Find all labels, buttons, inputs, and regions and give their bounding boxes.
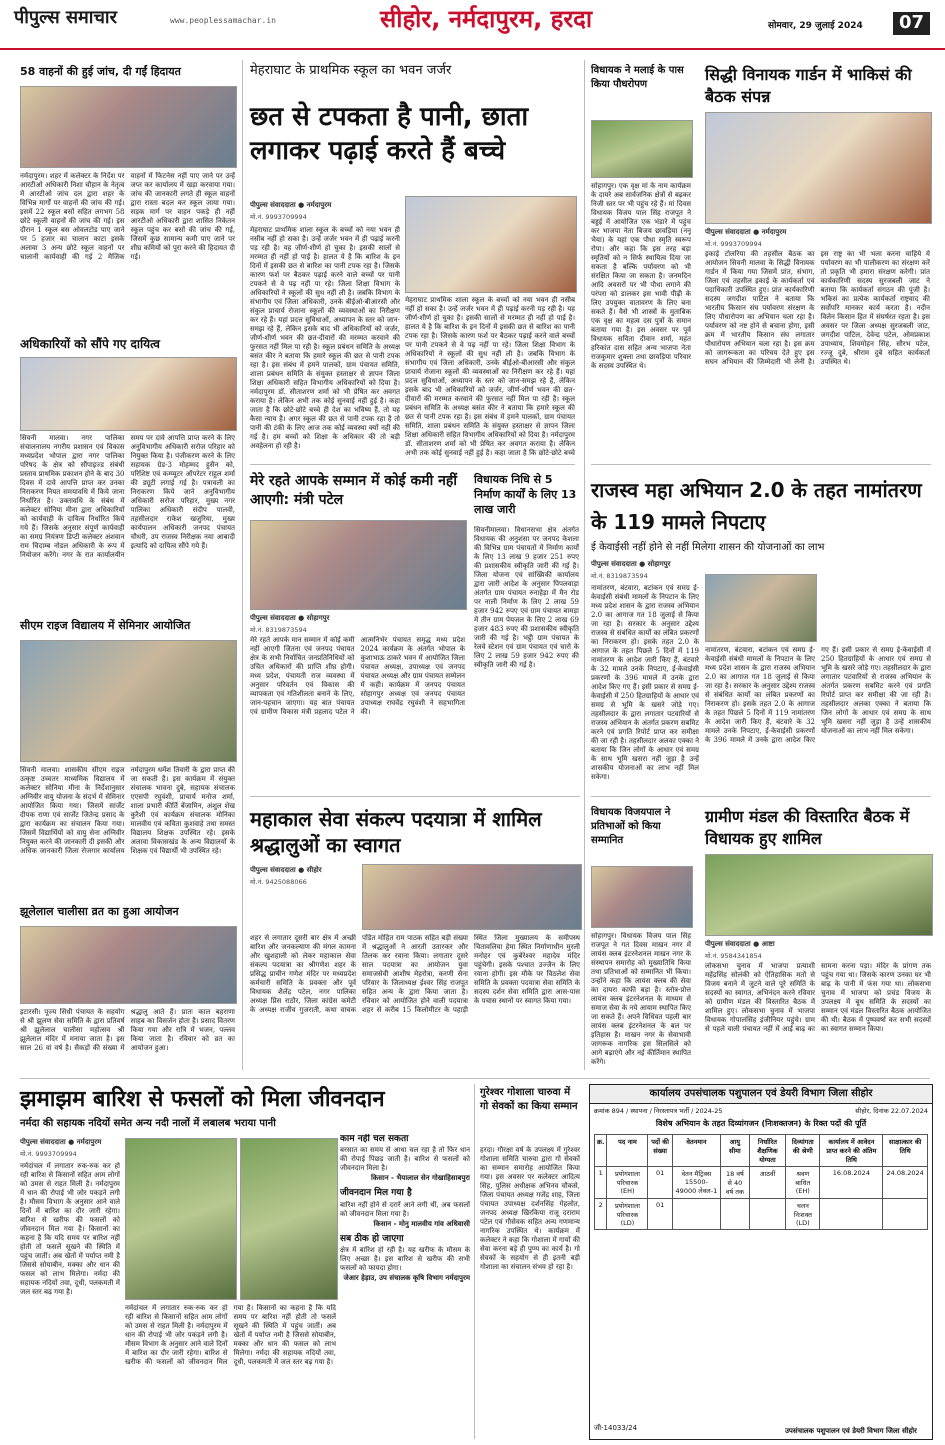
ad-header: वेतनमान	[672, 1134, 720, 1166]
ad-header: क्र.	[595, 1134, 607, 1166]
column-rule	[474, 1084, 475, 1439]
gramin-body: लोकसभा चुनाव में भाजपा प्रत्याशी महेंद्रसिंह सोलंकी को ऐतिहासिक मतों से विजय बनाने में जुटने वाले पूरे समिति के सदस्यों का स्वागत, अभिनंदन करने रविवार को ग्रामीण मंडल की विस्तारित बैठक में शामिल हुए। लोकसभा चुनाव में भाजपा विधायक गोपालसिंह इंजीनियर पहुंचे। ग्राम से पहले वाली पंचायत नहीं में आई बाढ़ का सामना करना पड़ा। मंदिर के प्रांगण तक पहुंच गया था। जिसके कारण उनका घर भी बाढ़ के पानी में फंस गया था। लोकसभा चुनाव में भाजपा को प्रचंड विजय के उपलक्ष्य में बूथ समिति के सदस्यों का सम्मान एवं मंडल विस्तारित बैठक आयोजित की थी। बैठक में पुष्पवर्षा कर सभी सदस्यों का स्वागत सम्मान किया।	[705, 962, 931, 1033]
officials-photo	[20, 357, 237, 431]
ad-cell: 24.08.2024	[883, 1166, 928, 1198]
ad-cell: 2	[595, 1198, 607, 1229]
patel-mobile: मो.नं. 8319873594	[250, 626, 307, 634]
section-title: सीहोर, नर्मदापुरम, हरदा	[380, 5, 593, 33]
mla-malai-body: सोहागपुर। एक वृक्ष मां के नाम कार्यक्रम के दायरे अब सार्वजनिक क्षेत्रों से बढ़कर निजी स्तर पर भी पहुंच रहे हैं। मां दिवस विधायक विजय पाल सिंह राजपूत ने बड्डई में आयोजित एक भंडारे में पहुंच कर भाजपा नेता बिजय छावड़िया (ननू भैया) के यहां एक पौधा स्मृति स्वरूप रोपा। और कहा कि इस तरह बड़ा स्मृतियों को न सिर्फ स्थायित्व दिया जा सकता है बल्कि पर्यावरण को भी संरक्षित किया जा सकता है। जनमदिन आदि अवसरों पर भी पौधा लगाने की परंपरा को डालकर इस भावी पीढ़ी के लिए उपयुक्त वातावरण के लिए बना सकते हैं। वैसे भी शास्त्रों के मुताबिक एक वृक्ष का महत्व दस पुत्रों के समान बताया गया है। इस अवसर पर पूर्व विधायक सविता दीवान शर्मा, महंत हरिकांत दास सहित अन्य भाजपा नेता राजकुमार शुक्ला तथा छावड़िया परिवार के सदस्य उपस्थित थे।	[591, 182, 691, 370]
rain-sidebar-title-2: जीवनदान मिल गया है	[340, 1188, 412, 1199]
gramin-photo	[705, 854, 933, 936]
headline-vehicles: 58 वाहनों की हुई जांच, दी गईं हिदायत	[20, 65, 181, 78]
row-rule-5	[20, 1078, 930, 1079]
school-mobile: मो.नं. 9993709994	[250, 213, 307, 221]
table-row	[595, 1166, 928, 1198]
officials-body: सिवनी मालवा। नगर पालिका संचालनालय नगरीय प्रशासन एवं विकास मध्यप्रदेश भोपाल द्वारा नगर पालिका परिषद के क्षेत्र को सौंपाइज्ड संबंधी प्रस्ताव प्राथमिक प्रकाशन होने के बाद 30 दिवस में दावे आपत्ति प्राप्त कर उनका निराकरण नियत समयावधि में किये जाना निर्धारित है। उक्तावधि के संबंध में कलेक्टर सोनिया मीना द्वारा अधिकारियों को कार्यवाही के दायित्व निर्धारित किये गये हैं। जिसके अनुसार संपूर्ण कार्यवाही का समग्र नियंत्रण डिप्टी कलेक्टर अंशवान राम चिदाम्ब नोडल अधिकारी के रूप में नियोजन करेंगे। नगर के रात कार्यालयीन समय पर दावे आपत्ति प्राप्त करने के लिए अनुविभागीय अधिकारी सरोज परिहार को नियुक्त किया है। पंजीकरण करने के लिए सहायक ग्रेड-3 मोहम्मद हुसैन को, परिशिष्ट एवं कम्प्यूटर ऑपरेटर राहुल शर्मा की ड्यूटी लगाई गई है। पत्रावली का निराकरण किये जाने अनुविभागीय अधिकारी सरोज परिहार, मुख्य नगर पालिका अधिकारी संदीप पालवी, तहसीलदार राकेश खजुरिया, मुख्य कार्यपालन अधिकारी जनपद पंचायत चौधरी, उप राजस्व निरीक्षक नया आबादी इत्यादि को दायित्व सौंपे गये हैं।	[20, 434, 235, 559]
school-headline: छत से टपकता है पानी, छाता लगाकर पढ़ाई करते हैं बच्चे	[250, 102, 529, 166]
rain-body-a: नर्मदांचल में लगातार रुक-रुक कर हो रही बारिश से किसानों सहित आम लोगों को उमस से राहत मिली है। नर्मदापुरम में धान की रोपाई भी जोर पकड़ने लगी है। मौसम विभाग के अनुसार आने वाले दिनों में बारिश का दौर जारी रहेगा। बारिश से खरीफ की फसलों को जीवनदान मिल गया है। किसानों का कहना है कि यदि समय पर बारिश नहीं होती तो फसलें सूखने की स्थिति में पहुंच जातीं। अब खेतों में पर्याप्त नमी है जिससे सोयाबीन, मक्का और धान की फसल को लाभ मिलेगा। नर्मदा की सहायक नदियों तवा, दूधी, पलकमती में जल स्तर बढ़ गया है।	[20, 1162, 120, 1296]
ad-cell: 1	[595, 1166, 607, 1198]
ad-cell: आठवीं	[749, 1166, 786, 1198]
rain-sidebar-author-3: जेआर हेड़ाउ, उप संचालक कृषि विभाग नर्मदापुरम	[343, 1273, 470, 1283]
revenue-photo	[705, 574, 817, 642]
vehicles-body: नर्मदापुरम। शहर में कलेक्टर के निर्देश पर आरटीओ अधिकारी निशा चौहान के नेतृत्व में आरटीओ जांच दल द्वारा शहर के विभिन्न मार्गों पर वाहनों की जांच की गई। इसमें 22 स्कूल बसों सहित लगभग 58 छोटे स्कूली वाहनों की जांच की गई। इस दौरान 1 स्कूल बस ओवलटोड पाए जाने पर 5 हजार का चालान काटा इसके अलावा 3 अन्य छोटे स्कूल वाहनों पर चालानी कार्यवाही की गई 2 मैजिक वाहनों में फिटनेस नहीं पाए जाने पर उन्हें जप्त कर कार्यालय में खड़ा करवाया गया। जांच की जानकारी लगते ही स्कूल वाहनों द्वारा रास्ता बदल कर स्कूल जाया गया। सड़क मार्ग पर वाहन पकड़े ही नहीं आरटीओ अधिकारी द्वारा शासित निकेतन स्कूल पहुंच कर बसों की जांच की गई, जिसमें कुछ सामान्य कमी पाए जाने पर शीघ्र कमियों को पूरा करने की हिदायत दी गई।	[20, 172, 235, 261]
ad-cell: 01	[648, 1166, 672, 1198]
gramin-byline: पीपुल्स संवाददाता ● आष्टा	[705, 940, 775, 948]
masthead-logo: पीपुल्स समाचार	[14, 7, 117, 28]
masthead-website[interactable]: www.peoplessamachar.in	[170, 16, 276, 25]
vijaypal-headline: विधायक विजयपाल ने प्रतिभाओं को किया सम्मानित	[591, 807, 671, 846]
revenue-mobile: मो.नं. 8319873594	[591, 572, 648, 580]
ad-header: पदों की संख्या	[648, 1134, 672, 1166]
rain-mobile: मो.नं. 9993709994	[20, 1150, 77, 1158]
gramin-headline: ग्रामीण मंडल की विस्तारित बैठक में विधायक हुए शामिल	[705, 807, 910, 848]
gaushala-body: हरदा। गौरक्षा वर्ष के उपलक्ष्य में गुरेश्वर गोशाला समिति चारुवा द्वारा गो सेवकों का सम्मान समारोह आयोजित किया गया। इस अवसर पर कलेक्टर आदित्य सिंह, पुलिस अधीक्षक अभिनव चौकसे, जिला पंचायत अध्यक्ष गजेंद्र शाह, जिला पंचायत उपाध्यक्ष दर्शनसिंह गेहलोत, जनपद अध्यक्ष खिरकिया राजू दराराम पटेल एवं गौसेवक सहित अन्य गणमान्य नागरिक उपस्थित थे। कार्यक्रम में कलेक्टर ने कहा कि गोशाला में गायों की सेवा करना बड़े ही पुण्य का कार्य है। गो सेवकों के सहयोग से ही इतनी बड़ी गोशाला का संचालन संभव हो रहा है।	[480, 1146, 580, 1271]
cm-rise-body: सिवनी मालवा। शासकीय सीएम राइज उत्कृष्ट उच्चतर माध्यमिक विद्यालय में कलेक्टर सोनिया मीना के निर्देशानुसार अग्निवीर वायु योजना के संदर्भ में सेमिनार आयोजित किया गया। जिसमें सार्जेंट दीपक राणा एवं सार्जेंट जितेन्द्र प्रसाद के द्वारा कार्यक्रम का संचालन किया गया। जिसमें विद्यार्थियों को वायु सेना अग्निवीर नियुक्त करने की जानकारी दी इसकी और अधिक जानकारी जिला रोजगार कार्यालय नर्मदापुरम धर्मेश तिवारी के द्वारा प्राप्त की जा सकती है। इस कार्यक्रम में संयुक्त संचालक भावना दुबे, सहायक संचालक एएसपी रघुवंशी, प्राचार्य मनोज शर्मा, शाला प्रभारी कीर्ति बेंजामिन, अंशुल शेख कुरैशी एवं कार्यक्रम संचालक मोनिका मालवीय एवं कविता कुशवाहे तथा समस्त विद्यालय शिक्षक उपस्थित रहे। इसके अलावा विकासखंड के अन्य विद्यालयों के शिक्षक एवं विद्यार्थी भी उपस्थित रहे।	[20, 766, 235, 855]
headline-officials: अधिकारियों को सौंपे गए दायित्व	[20, 337, 160, 351]
ad-cell: श्रवण बाधित (EH)	[786, 1166, 820, 1198]
issue-date: सोमवार, 29 जुलाई 2024	[768, 21, 863, 31]
rain-sidebar	[340, 1134, 470, 1439]
rain-subhead: नर्मदा की सहायक नदियों समेत अन्य नदी नालों में लबालब भराया पानी	[20, 1118, 276, 1129]
jhulelal-photo	[20, 926, 237, 1004]
ad-cell: प्रयोगशाला परिचारक (EH)	[607, 1166, 648, 1198]
ad-cell	[721, 1198, 750, 1229]
table-row	[595, 1198, 928, 1229]
row-rule	[250, 464, 575, 465]
govt-ad	[589, 1084, 933, 1440]
ad-header: साक्षात्कार की तिथि	[883, 1134, 928, 1166]
vehicles-photo	[20, 86, 237, 168]
ad-cell	[749, 1198, 786, 1229]
mahakal-body: शहर से लगातार दूसरी बार क्षेत्र में अच्छी बारिश और जनकल्याण की मंगल कामना और खुशहाली को लेकर महाकाल सेवा संकल्प पदयात्रा का श्रीगणेश शहर के प्रसिद्ध प्राचीन गणेश मंदिर पर मध्यप्रदेश कर्मचारी समिति के प्रवक्ता और पूर्व विधायक शैलेंद्र पटेल, नगर पालिका अध्यक्ष प्रिंस राठौर, जिला कांग्रेस कमेटी के अध्यक्ष राजीव गुजराती, कथा वाचक पंडित मोहित राम पाठक सहित बड़ी संख्या में श्रद्धालुओं ने आरती उतारकर और तिलक कर रवाना किया। लगातार दूसरे साल पदयात्रा का आयोजन युवा समाजसेवी आशीष मेहरोत्रा, करणी सेना परिवार के जिलाध्यक्ष ईश्वर सिंह राजपूत सहित अन्य के द्वारा किया जाता है। रविवार को आयोजित होने वाली पदयात्रा शहर से करीब 15 किलोमीटर के पहाड़ी स्थित जिला मुख्यालय के समीपस्थ चितावलिया हेमा स्थित निर्माणाधीन मुरली मनोहर एवं कुबेरेश्वर महादेव मंदिर पहुंचेगी। इसके पश्चात उज्जैन के लिए रवाना होगी। इस मौके पर विठलेश सेवा समिति के प्रवक्ता पदयात्रा सेवा समिति के सदस्य दर्शन सेवा समिति द्वारा आस-पास के पचास स्थानों पर स्वागत किया गया।	[250, 934, 580, 1014]
ad-table	[594, 1134, 928, 1230]
mahakal-photo	[362, 864, 582, 930]
mla-malai-headline: विधायक ने मलाई के पास किया पौधरोपण	[591, 65, 684, 90]
ad-cell: 18 वर्ष से 40 वर्ष तक	[721, 1166, 750, 1198]
rain-sidebar-text-3: क्षेत्र में बारिश हो रही है। यह खरीफ के मौसम के लिए अच्छा है। इस बारिश से खरीफ की सभी फसलों को फायदा होगा।	[340, 1246, 470, 1273]
mahakal-byline: पीपुल्स संवाददाता ● सीहोर	[250, 866, 322, 874]
siddhi-headline: सिद्धी विनायक गार्डन में भाकिसं की बैठक संपन्न	[705, 65, 912, 106]
ad-cell	[672, 1198, 720, 1229]
headline-cm-rise: सीएम राइज विद्यालय में सेमिनार आयोजित	[20, 619, 191, 632]
patel-byline: पीपुल्स संवाददाता ● सोहागपुर	[250, 614, 330, 622]
mla-malai-photo	[591, 120, 693, 178]
revenue-body: नामांतरण, बंटवारा, बटांकन एवं समग्र ई-केवाईसी संबंधी मामलों के निपटान के लिए मध्य प्रदेश शासन के द्वारा राजस्व अभियान 2.0 का आगाज गत 18 जुलाई से किया जा रहा है। सरकार के अनुसार उद्देश्य राजस्व से संबंधित कार्यों का लंबित प्रकरणों का निराकरण हो। इसके तहत 2.0 के आगाज के तहत पिछले 5 दिनों में 119 नामांतरण के आदेश जारी किए हैं, बंटवारे के 32 मामले उनके निपटाए, ई-केवाईसी प्रकरणों के 396 मामले में उनके द्वारा आदेश किए गए हैं। इसी प्रकार से समग्र ई-केवाईसी में 250 हितग्राहियों के आधार एवं समग्र से भूमि के खसरे जोड़े गए। तहसीलदार के द्वारा लगातार पटवारियों से राजस्व अभियान के अंतर्गत प्रकरण सबमिट करने एवं प्रगति रिपोर्ट प्राप्त कर समीक्षा की जा रही है। तहसीलदार अलका एक्का ने बताया कि जिन लोगों के आधार एवं समग्र के साथ भूमि खसरा नहीं जुड़ा है उन्हें शासकीय योजनाओं का लाभ नहीं मिल सकेगा।	[591, 584, 699, 781]
ad-cell: 16.08.2024	[820, 1166, 883, 1198]
vijaypal-body: सोहागपुर। विधायक विजय पाल सिंह राजपूत ने गत दिवस माखन नगर में लायंस क्लब इंटरनेशनल माखन नगर के संस्थापन समारोह को मुख्यातिथि किया तथा प्रतिभाओं को सम्मानित भी किया। उन्होंने कहा कि लायंस क्लब की सेवा का दायरा काफी बड़ा है। स्तोत्र-प्रोत्त लायंस क्लब इंटरनेशनल के माध्यम से समाज सेवा के नये आयाम स्थापित किए जा सकते हैं। अपने विधिवत पहली बार लायंस क्लब इंटरनेशनल के बल पर इतिहास है। माखन नगर के सेवाभावी जागरूक नागरिक इस सिलसिले को आगे बढ़ाएंगे और नई कीर्तिमान स्थापित करेंगे।	[591, 932, 691, 1066]
gaushala-headline: गुरेश्वर गोशाला चारुवा में गो सेवकों का किया सम्मान	[480, 1087, 578, 1112]
rain-photo	[125, 1138, 237, 1300]
rain-headline: झमाझम बारिश से फसलों को मिला जीवनदान	[20, 1087, 385, 1112]
row-rule-4	[591, 796, 931, 797]
jhulelal-body: इटारसी। पूज्य सिंधी पंचायत के सहयोग से श्री झूलण सेवा समिति के द्वारा प्रतिवर्ष श्री झूलेलाल चालीसा महोत्सव श्री झूलेलाल मंदिर में मनाया जाता है। इस साल 26 वां वर्ष है। सैकड़ों की संख्या में श्रद्धालु आते हैं। प्रातः काल बहराणा साहब का विसर्जन होता है। प्रसाद वितरण किया गया और रात्रि में भजन, पल्लव किया जाता है। रविवार को व्रत का आयोजन हुआ।	[20, 1008, 235, 1052]
ad-cell: प्रयोगशाला परिचारक (LD)	[607, 1198, 648, 1229]
mahakal-headline: महाकाल सेवा संकल्प पदयात्रा में शामिल श्रद्धालुओं का स्वागत	[250, 807, 542, 857]
mahakal-mobile: मो.नं. 9425088066	[250, 878, 307, 886]
page-number: 07	[893, 12, 930, 35]
ad-ref: क्रमांक 894 / स्थापना / निरस्तापत्र भर्ती / 2024-25	[594, 1106, 723, 1115]
rain-sidebar-text-1: बरसात का समय से आधा चल रहा है तो फिर धान की रोपाई पिछड़ जाती है। बारिश से फसलों को जीवनदान मिला है।	[340, 1146, 470, 1173]
gramin-mobile: मो.नं. 9584341854	[705, 952, 762, 960]
revenue-body-b: नामांतरण, बंटवारा, बटांकन एवं समग्र ई-केवाईसी संबंधी मामलों के निपटान के लिए मध्य प्रदेश शासन के द्वारा राजस्व अभियान 2.0 का आगाज गत 18 जुलाई से किया जा रहा है। सरकार के अनुसार उद्देश्य राजस्व से संबंधित कार्यों का लंबित प्रकरणों का निराकरण हो। इसके तहत 2.0 के आगाज के तहत पिछले 5 दिनों में 119 नामांतरण के आदेश जारी किए हैं, बंटवारे के 32 मामले उनके निपटाए, ई-केवाईसी प्रकरणों के 396 मामले में उनके द्वारा आदेश किए गए हैं। इसी प्रकार से समग्र ई-केवाईसी में 250 हितग्राहियों के आधार एवं समग्र से भूमि के खसरे जोड़े गए। तहसीलदार के द्वारा लगातार पटवारियों से राजस्व अभियान के अंतर्गत प्रकरण सबमिट करने एवं प्रगति रिपोर्ट प्राप्त कर समीक्षा की जा रही है। तहसीलदार अलका एक्का ने बताया कि जिन लोगों के आधार एवं समग्र के साथ भूमि खसरा नहीं जुड़ा है उन्हें शासकीय योजनाओं का लाभ नहीं मिल सकेगा।	[705, 646, 931, 744]
siddhi-body: इकाई टोलरिया की तहसील बैठक का आयोजन सिवनी मालवा के सिद्धी विनायक गार्डन में किया गया जिसमें प्रांत, संभाग, जिला एवं तहसील इकाई के कार्यकर्ता एवं पदाधिकारी उपस्थित हुए। प्रांत कार्यकारिणी सदस्य जगदीश पाटिल ने बताया कि भारतीय किसान संघ पर्यावरण संरक्षण के लिए पौधारोपण का अभियान चला रहा है। पर्यावरण को नष्ट होने से बचाना होगा, इसी क्रम में भारतीय किसान संघ लगातार पौधारोपण अभियान चला रहा है। इस क्रम को जागरूकता का परिचय देते हुए इस सघन अभियान की जिम्मेदारी भी लेनी है। इस राष्ट्र का भी भला करना चाहिये ये पर्यावरण का भी पालीकरण का संरक्षण करें तो प्रकृति भी हमारा संरक्षण करेगी। प्रांत कार्यकारिणी सदस्य सुरजबली जाट ने बताया कि कार्यकर्ता संगठन की पूंजी है। भकिसं का प्रत्येक कार्यकर्ता राष्ट्रवाद की सर्वोपरि मानकर कार्य करता है। नदीन विलेन किसान हित में संघर्षरत रहता है। इस अवसर पर जिला अध्यक्ष सुरजबली जाट, जगदीश पाटिल, देवेन्द्र पटेल, ओमप्रकाश उपाध्याय, शिवमोहन सिंह, सौरभ पटेल, रज्जू दुबे, श्रीराम दुबे सहित कार्यकर्ता उपस्थित थे।	[705, 250, 930, 366]
patel-body: मेरे रहते आपके मान सम्मान में कोई कमी नहीं आएगी जितना एवं जनपद पंचायत क्षेत्र के सभी निर्वाचित जनप्रतिनिधियों को उचित अधिकारों की प्राप्ति शीघ्र होगी। मध्य प्रदेश, पंचायती राज व्यवस्था में अनुसार परिवर्तन एवं विकास की व्यापकता एवं गतिशीलता बनाने के लिए, जान-पहचान जाएगा। यह बात पंचायत एवं ग्रामीण विकास मंत्री प्रहलाद पटेल ने आत्मनिर्भर पंचायत समृद्ध मध्य प्रदेश 2024 कार्यक्रम के अंतर्गत भोपाल के कुशाभाऊ ठाकरे भवन में आयोजित जिला पंचायत अध्यक्ष, उपाध्यक्ष एवं जनपद पंचायत अध्यक्ष और ग्राम पंचायत सम्मेलन में कही। कार्यक्रम में जनपद पंचायत सोहागपुर अध्यक्ष एवं जनपद पंचायत उपाध्यक्ष राघवेंद्र रघुवंशी ने सहभागिता की।	[250, 636, 465, 716]
ad-cell: वेतन मैट्रिक्स 15500-49000 लेवल-1	[672, 1166, 720, 1198]
school-byline: पीपुल्स संवाददाता ● नर्मदापुरम	[250, 201, 332, 209]
row-rule-3	[591, 464, 931, 465]
ad-cell	[883, 1198, 928, 1229]
vijaypal-photo	[591, 866, 693, 928]
masthead	[0, 0, 945, 50]
cm-rise-photo	[20, 640, 237, 762]
revenue-subhead: ई केवाईसी नहीं होने से नहीं मिलेगा शासन की योजनाओं का लाभ	[591, 542, 825, 553]
ad-cell: चलन निःशक्त (LD)	[786, 1198, 820, 1229]
headline-jhulelal: झूलेलाल चालीसा व्रत का हुआ आयोजन	[20, 905, 179, 918]
school-kicker: मेहराघाट के प्राथमिक स्कूल का भवन जर्जर	[250, 63, 452, 78]
column-rule	[584, 60, 585, 1070]
ad-header: कार्यालय में आवेदन प्राप्त करने की अंतिम तिथि	[820, 1134, 883, 1166]
school-photo	[405, 196, 577, 293]
ad-header: दिव्यांगता की श्रेणी	[786, 1134, 820, 1166]
siddhi-byline: पीपुल्स संवाददाता ● नर्मदापुरम	[705, 228, 787, 236]
rain-sidebar-title-3: सब ठीक हो जाएगा	[340, 1233, 404, 1244]
patel-photo	[250, 520, 467, 610]
ad-footer: उपसंचालक पशुपालन एवं डेयरी विभाग जिला सीहोर	[785, 1426, 917, 1435]
ad-header: आयु सीमा	[721, 1134, 750, 1166]
school-body-a: मेहराघाट प्राथमिक शाला स्कूल के बच्चों को नया भवन ही नसीब नहीं हो सका है। उन्हें जर्जर भवन में ही पढ़ाई करनी पड़ रही है। यह जीर्ण-शीर्ण हो चुका है। इसकी सालों से मरम्मत ही नहीं हो पाई है। हालत ये है कि बारिश के इन दिनों में इसकी छत से बारिश का पानी टपक रहा है। जिसके कारण फर्श पर बैठकर पढ़ाई करने वाले बच्चों पर पानी टपकने से वे पढ़ नहीं पा रहे। जिला शिक्षा विभाग के अधिकारियों ने स्कूलों की सुध नहीं ली है। जबकि विभाग के संभागीय एवं जिला अधिकारी, उनके बीईओ-बीआरसी और संकुल प्राचार्य रोजाना स्कूलों की व्यवस्थाओं का निरीक्षण कर रहे हैं। यहां प्रदत्त सुविधाओं, अध्यापन के स्तर को जान-समझ रहे हैं, लेकिन इसके बाद भी अधिकारियों को जर्जर, जीर्ण-शीर्ण भवन की छत-दीवारों की मरम्मत करवाने की फुरसत नहीं मिल पा रही है। स्कूल प्रबंधन समिति के अध्यक्ष बसंत कीर ने बताया कि हमारे स्कूल की छत से पानी टपक रहा है। इस संबंध में हमने पालकों, ग्राम पंचायत समिति, शाला प्रबंधन समिति के संयुक्त हस्ताक्षर से ज्ञापन जिला शिक्षा अधिकारी सहित विभागीय अधिकारियों को दिया है। नर्मदापुरम डॉ. सीताशरण शर्मा को भी प्रेषित कर अवगत कराया है। लेकिन अभी तक कोई सुनवाई नहीं हुई है। कहा जाता है कि छोटे-छोटे बच्चे ही देश का भविष्य हैं, तो यह कैसा न्याय है। अगर स्कूल की छत से पानी टपक रहा है तो पानी की टंकी के लिए आज तक कोई व्यवस्था क्यों नहीं की गई है। हम बच्चों को शिक्षा के अधिकार की तो बड़ी अवहेलना हो रही है।	[250, 226, 400, 450]
siddhi-photo	[705, 112, 932, 224]
ad-cell	[820, 1198, 883, 1229]
rain-sidebar-text-2: बारिश नहीं होने से दरारें आने लगी थीं, अब फसलों को जीवनदान मिला गया है।	[340, 1200, 470, 1218]
column-rule	[242, 60, 243, 1070]
ad-date: सीहोर, दिनांक 22.07.2024	[855, 1106, 928, 1115]
rain-body-b: नर्मदांचल में लगातार रुक-रुक कर हो रही बारिश से किसानों सहित आम लोगों को उमस से राहत मिली है। नर्मदापुरम में धान की रोपाई भी जोर पकड़ने लगी है। मौसम विभाग के अनुसार आने वाले दिनों में बारिश का दौर जारी रहेगा। बारिश से खरीफ की फसलों को जीवनदान मिल गया है। किसानों का कहना है कि यदि समय पर बारिश नहीं होती तो फसलें सूखने की स्थिति में पहुंच जातीं। अब खेतों में पर्याप्त नमी है जिससे सोयाबीन, मक्का और धान की फसल को लाभ मिलेगा। नर्मदा की सहायक नदियों तवा, दूधी, पलकमती में जल स्तर बढ़ गया है।	[125, 1304, 336, 1366]
ad-header: निर्धारित शैक्षणिक योग्यता	[749, 1134, 786, 1166]
nidhi-headline: विधायक निधि से 5 निर्माण कार्यों के लिए 13 लाख जारी	[474, 473, 577, 516]
row-rule-2	[250, 796, 580, 797]
ad-subject: विशेष अभियान के तहत दिव्यांगजन (निःशक्तजन) के रिक्त पदों की पूर्ति	[655, 1118, 867, 1128]
rain-sidebar-author-1: किसान - भैयालाल सेन गोखाहिसाबपुरा	[370, 1173, 470, 1183]
rain-byline: पीपुल्स संवाददाता ● नर्मदापुरम	[20, 1138, 102, 1146]
ad-header: पद नाम	[607, 1134, 648, 1166]
rain-sidebar-title-1: काम नहीं चल सकता	[340, 1134, 409, 1144]
revenue-headline: राजस्व महा अभियान 2.0 के तहत नामांतरण के 119 मामले निपटाए	[591, 478, 922, 534]
school-body-b: मेहराघाट प्राथमिक शाला स्कूल के बच्चों को नया भवन ही नसीब नहीं हो सका है। उन्हें जर्जर भवन में ही पढ़ाई करनी पड़ रही है। यह जीर्ण-शीर्ण हो चुका है। इसकी सालों से मरम्मत ही नहीं हो पाई है। हालत ये है कि बारिश के इन दिनों में इसकी छत से बारिश का पानी टपक रहा है। जिसके कारण फर्श पर बैठकर पढ़ाई करने वाले बच्चों पर पानी टपकने से वे पढ़ नहीं पा रहे। जिला शिक्षा विभाग के अधिकारियों ने स्कूलों की सुध नहीं ली है। जबकि विभाग के संभागीय एवं जिला अधिकारी, उनके बीईओ-बीआरसी और संकुल प्राचार्य रोजाना स्कूलों की व्यवस्थाओं का निरीक्षण कर रहे हैं। यहां प्रदत्त सुविधाओं, अध्यापन के स्तर को जान-समझ रहे हैं, लेकिन इसके बाद भी अधिकारियों को जर्जर, जीर्ण-शीर्ण भवन की छत-दीवारों की मरम्मत करवाने की फुरसत नहीं मिल पा रही है। स्कूल प्रबंधन समिति के अध्यक्ष बसंत कीर ने बताया कि हमारे स्कूल की छत से पानी टपक रहा है। इस संबंध में हमने पालकों, ग्राम पंचायत समिति, शाला प्रबंधन समिति के संयुक्त हस्ताक्षर से ज्ञापन जिला शिक्षा अधिकारी सहित विभागीय अधिकारियों को दिया है। नर्मदापुरम डॉ. सीताशरण शर्मा को भी प्रेषित कर अवगत कराया है। लेकिन अभी तक कोई सुनवाई नहीं हुई है। कहा जाता है कि छोटे-छोटे बच्चे	[405, 296, 575, 457]
rain-sidebar-author-2: किसान - मोनु मालवीय गांव अधिवासी	[373, 1218, 470, 1228]
ad-title: कार्यालय उपसंचालक पशुपालन एवं डेयरी विभाग जिला सीहोर	[590, 1085, 932, 1104]
revenue-byline: पीपुल्स संवाददाता ● सोहागपुर	[591, 560, 671, 568]
ad-code: जी-14033/24	[594, 1424, 638, 1432]
siddhi-mobile: मो.नं. 9993709994	[705, 240, 762, 248]
patel-headline: मेरे रहते आपके सम्मान में कोई कमी नहीं आएगी: मंत्री पटेल	[250, 473, 457, 508]
nidhi-body: सिवनीमालवा। विधानसभा क्षेत्र अंतर्गत विधायक की अनुशंसा पर जनपद केशला की विभिन्न ग्राम पंचायतों में निर्माण कार्यों के लिए 13 लाख 9 हजार 251 रुपए की प्रशासकीय स्वीकृति जारी की गई है। जिला योजना एवं सांख्यिकी कार्यालय द्वारा जारी आदेश के अनुसार पिपलवाड़ा अंतर्गत ग्राम पंचायत रुनाहेड़ा में मैन रोड पर नाली निर्माण के लिए 2 लाख 59 हजार 942 रुपए एवं ग्राम पंचायत बामड़ा में तीन ग्राम पेयजल के लिए 2 लाख 69 हजार 483 रुपए की प्रशासकीय स्वीकृति जारी की गई है। भट्ठी ग्राम पंचायत के रेलवे स्टेशन एवं ग्राम पंचायत एवं चारो के लिए 2 लाख 59 हजार 942 रुपए की स्वीकृति जारी की गई है।	[474, 526, 579, 669]
ad-cell: 01	[648, 1198, 672, 1229]
rain-photo-2	[240, 1138, 338, 1300]
